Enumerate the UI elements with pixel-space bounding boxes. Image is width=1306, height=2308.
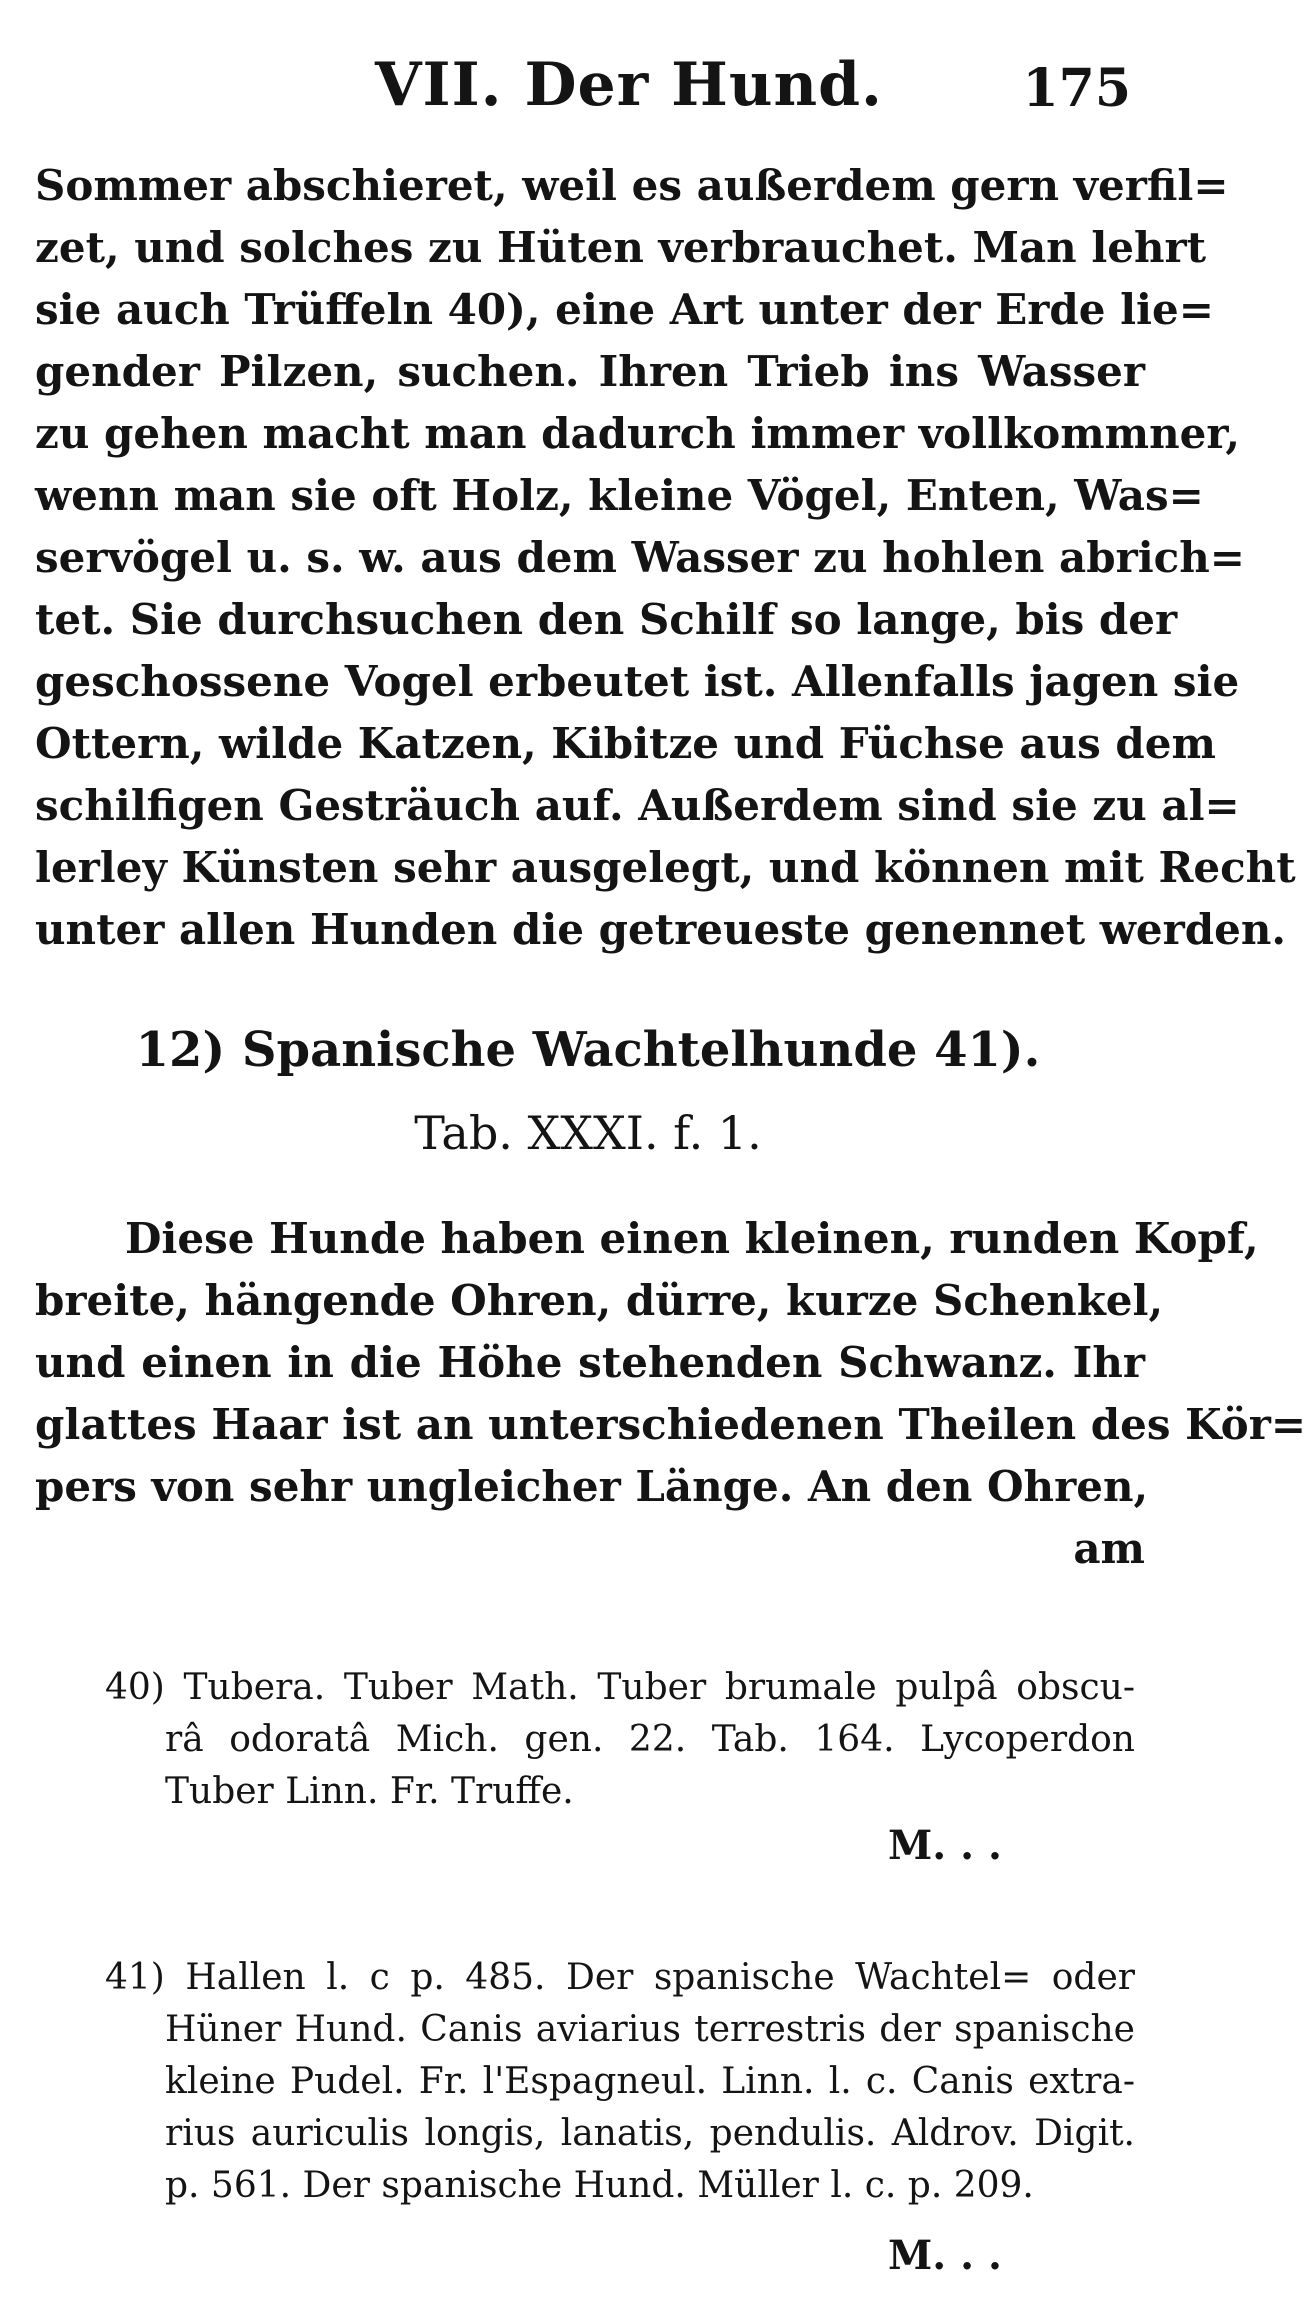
text-line: unter allen Hunden die getreueste genennet werden. — [35, 905, 1287, 954]
footnote-line: p. 561. Der spanische Hund. Müller l. c. p. 209. — [165, 2165, 1034, 2206]
footnote-41 — [105, 1952, 1135, 2212]
footnote-line: 40) Tubera. Tuber Math. Tuber brumale pulpâ obscu- — [105, 1667, 1135, 1708]
text-line: und einen in die Höhe stehenden Schwanz. Ihr — [35, 1338, 1145, 1387]
footnote-line: Hüner Hund. Canis aviarius terrestris der spanische — [165, 2009, 1135, 2050]
text-line: Ottern, wilde Katzen, Kibitze und Füchse aus dem — [35, 719, 1216, 768]
text-line: glattes Haar ist an unterschiedenen Theilen des Kör= — [35, 1400, 1306, 1449]
text-line: zet, und solches zu Hüten verbrauchet. Man lehrt — [35, 223, 1207, 272]
text-line: wenn man sie oft Holz, kleine Vögel, Enten, Was= — [35, 471, 1204, 520]
text-line: pers von sehr ungleicher Länge. An den Ohren, — [35, 1462, 1149, 1511]
catchword: am — [1073, 1524, 1145, 1573]
footnote-line: Tuber Linn. Fr. Truffe. — [165, 1771, 574, 1812]
footnote-signature: M. . . — [888, 1822, 1002, 1869]
text-line: servögel u. s. w. aus dem Wasser zu hohlen abrich= — [35, 533, 1245, 582]
footnote-line: kleine Pudel. Fr. l'Espagneul. Linn. l. c. Canis extra- — [165, 2061, 1135, 2102]
text-line: zu gehen macht man dadurch immer vollkommner, — [35, 409, 1241, 458]
section-heading: 12) Spanische Wachtelhunde 41). — [135, 1022, 1041, 1078]
running-title: VII. Der Hund. — [375, 50, 883, 120]
text-line: tet. Sie durchsuchen den Schilf so lange, bis der — [35, 595, 1178, 644]
text-line: Sommer abschieret, weil es außerdem gern verfil= — [35, 161, 1229, 210]
paragraph-continued — [35, 155, 1296, 961]
page-number: 175 — [1022, 58, 1131, 119]
text-line: breite, hängende Ohren, dürre, kurze Schenkel, — [35, 1276, 1164, 1325]
footnote-40 — [105, 1662, 1135, 1818]
footnote-line: rius auriculis longis, lanatis, pendulis. Aldrov. Digit. — [165, 2113, 1135, 2154]
text-line: Diese Hunde haben einen kleinen, runden Kopf, — [125, 1214, 1259, 1263]
plate-reference: Tab. XXXI. f. 1. — [414, 1106, 762, 1160]
footnote-signature: M. . . — [888, 2232, 1002, 2279]
text-line: geschossene Vogel erbeutet ist. Allenfalls jagen sie — [35, 657, 1240, 706]
page-header — [0, 50, 1176, 140]
footnote-line: râ odoratâ Mich. gen. 22. Tab. 164. Lycoperdon — [165, 1719, 1135, 1760]
paragraph-description — [35, 1208, 1306, 1580]
footnote-line: 41) Hallen l. c p. 485. Der spanische Wachtel= oder — [105, 1957, 1135, 1998]
text-line: gender Pilzen, suchen. Ihren Trieb ins Wasser — [35, 347, 1145, 396]
text-line: sie auch Trüffeln 40), eine Art unter der Erde lie= — [35, 285, 1214, 334]
text-line: schilfigen Gesträuch auf. Außerdem sind sie zu al= — [35, 781, 1240, 830]
text-line: lerley Künsten sehr ausgelegt, und können mit Recht — [35, 843, 1296, 892]
